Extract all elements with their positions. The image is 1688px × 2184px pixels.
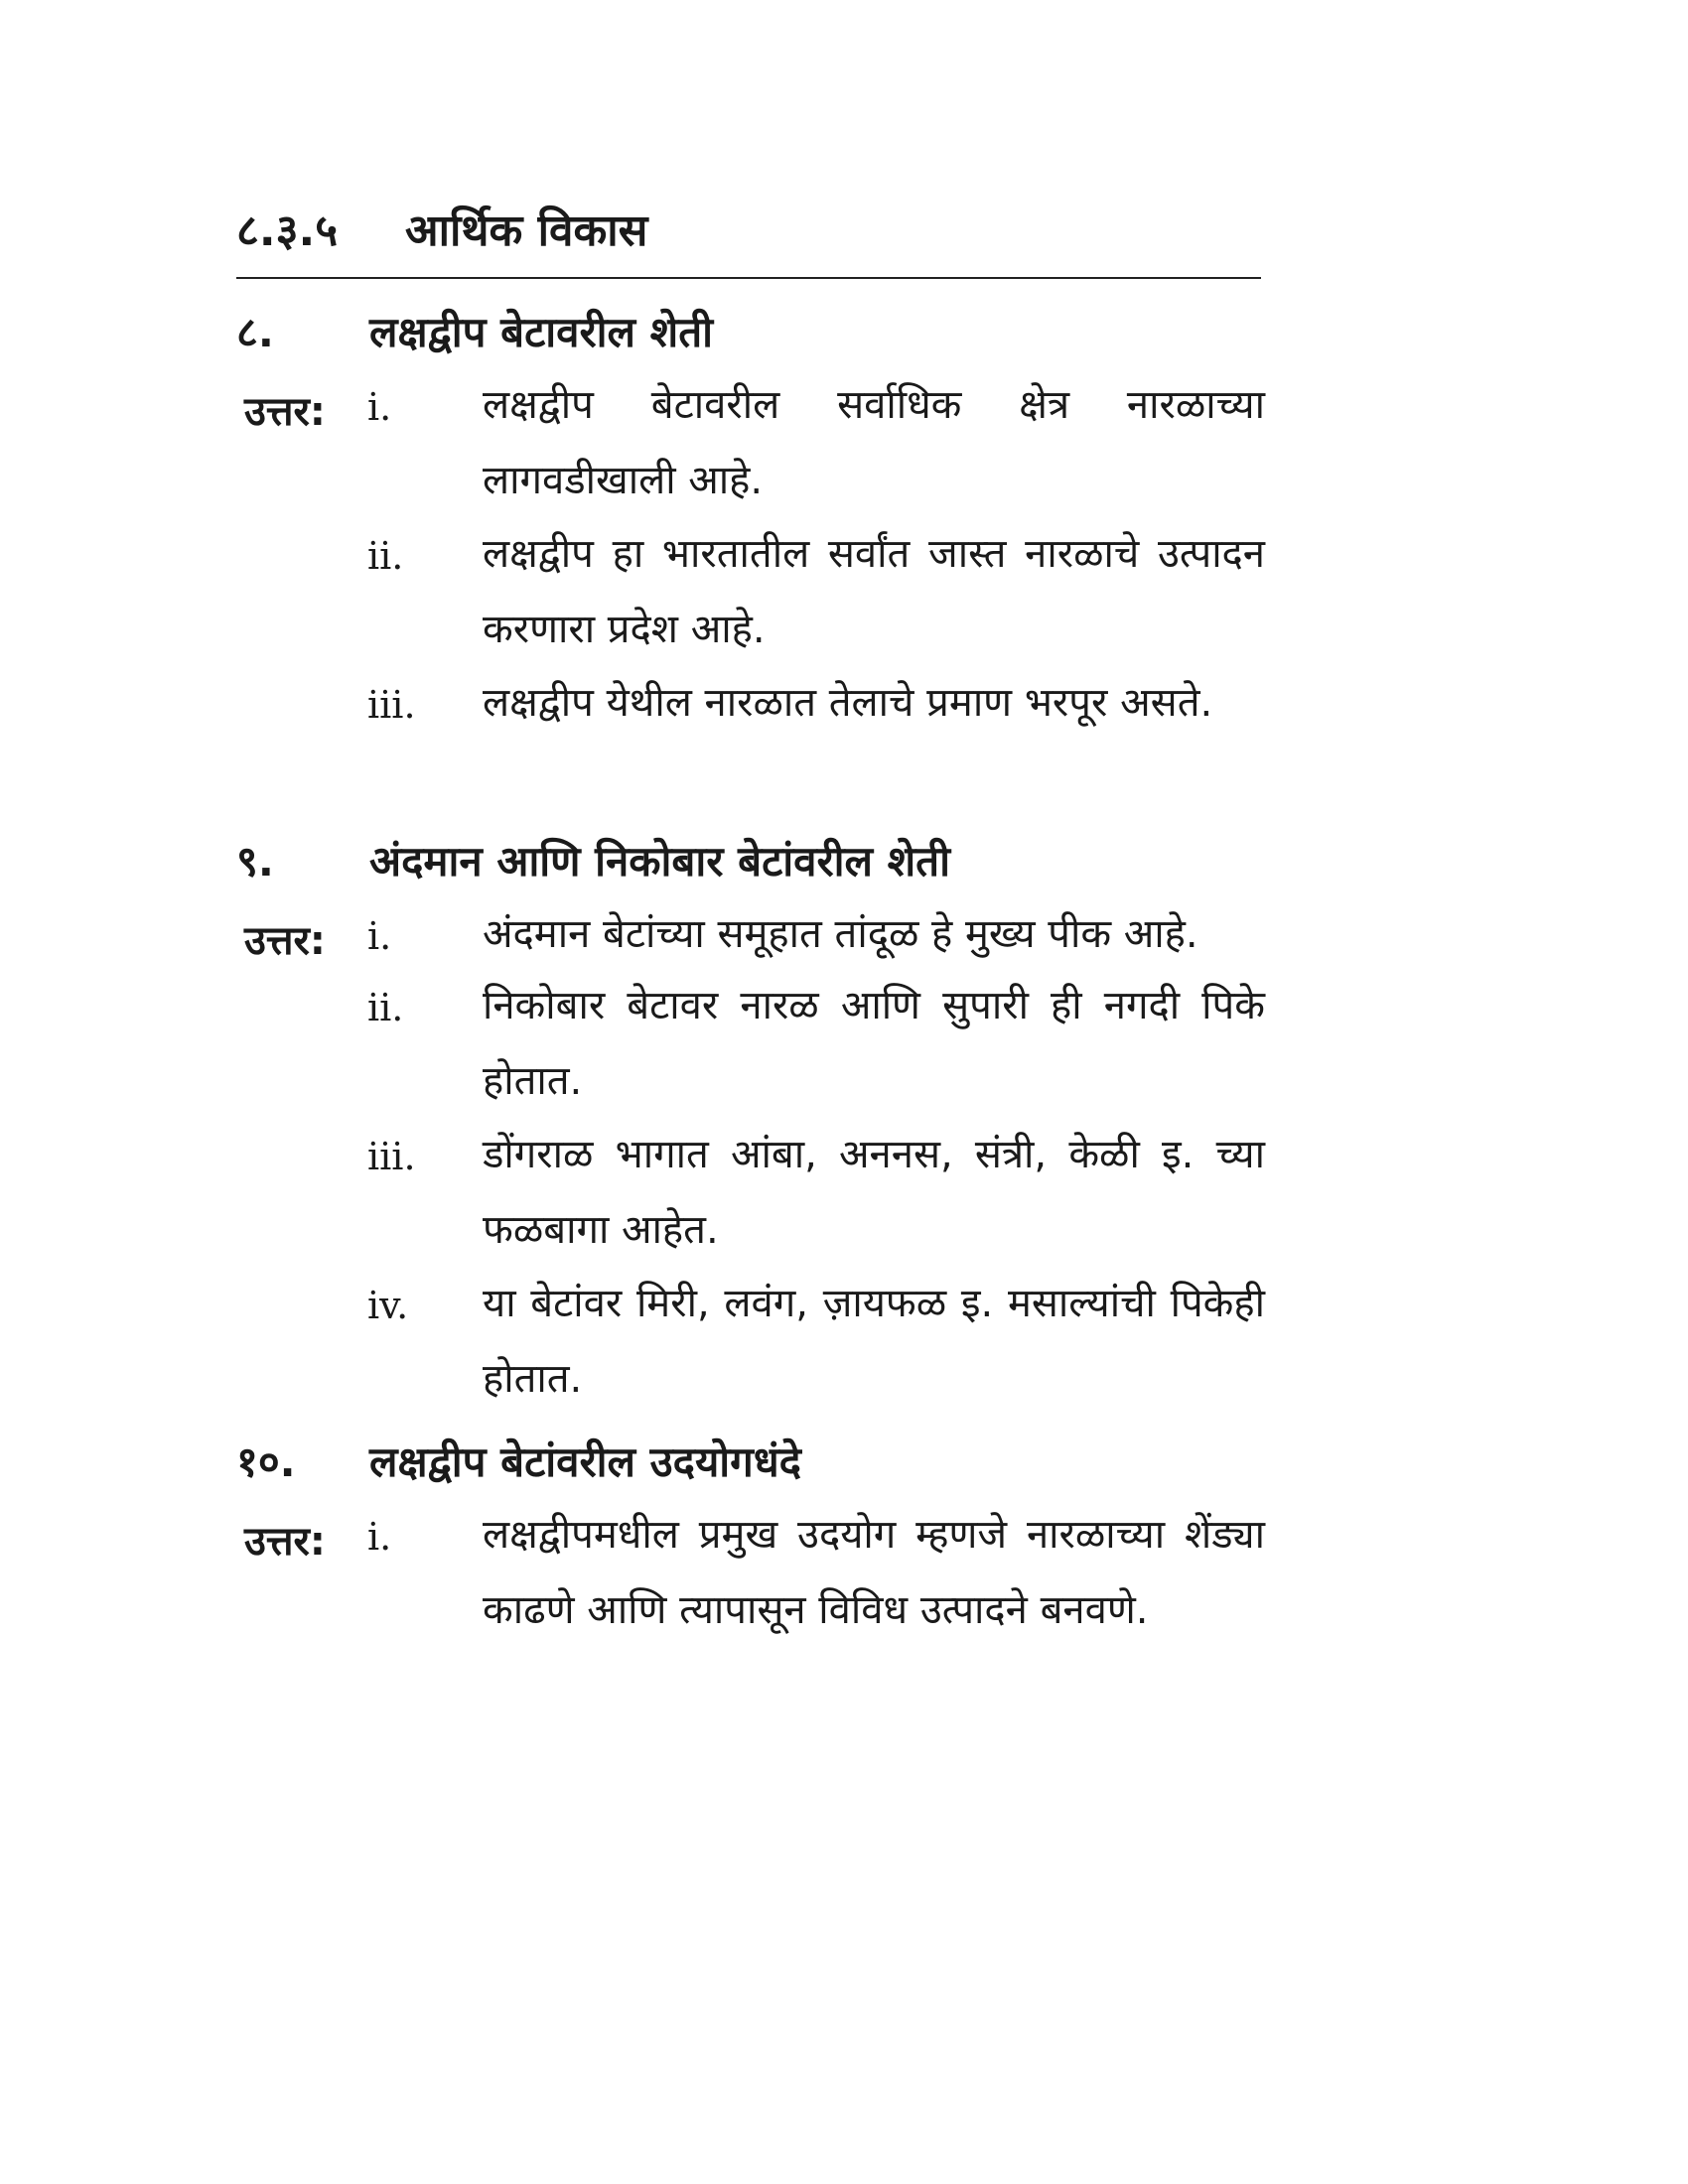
answer-item: लक्षद्वीप बेटावरील सर्वाधिक क्षेत्र नारळाच्या लागवडीखाली आहे. xyxy=(483,382,1265,503)
section-title: आर्थिक विकास xyxy=(405,205,648,256)
item-numeral: i. xyxy=(367,1515,392,1559)
answer-item: लक्षद्वीप हा भारतातील सर्वांत जास्त नारळाचे उत्पादन करणारा प्रदेश आहे. xyxy=(483,531,1265,652)
question-title: लक्षद्वीप बेटावरील शेती xyxy=(369,308,714,356)
answer-item: या बेटांवर मिरी, लवंग, ज़ायफळ इ. मसाल्यांची पिकेही होतात. xyxy=(483,1281,1265,1402)
question-title: अंदमान आणि निकोबार बेटांवरील शेती xyxy=(369,837,951,886)
section-heading xyxy=(236,199,647,258)
question-number: ८. xyxy=(236,308,274,356)
heading-underline xyxy=(236,277,1261,279)
item-numeral: ii. xyxy=(367,986,404,1029)
answer-item: निकोबार बेटावर नारळ आणि सुपारी ही नगदी पिके होतात. xyxy=(483,983,1265,1104)
item-numeral: i. xyxy=(367,914,392,958)
answer-item: अंदमान बेटांच्या समूहात तांदूळ हे मुख्य पीक आहे. xyxy=(483,911,1198,957)
answer-label: उत्तर: xyxy=(244,389,326,435)
question-number: १०. xyxy=(236,1437,296,1486)
item-numeral: i. xyxy=(367,385,392,429)
question-number: ९. xyxy=(236,837,274,886)
answer-label: उत्तर: xyxy=(244,918,326,964)
answer-item: लक्षद्वीप येथील नारळात तेलाचे प्रमाण भरपूर असते. xyxy=(483,680,1213,726)
item-numeral: ii. xyxy=(367,534,404,578)
item-numeral: iv. xyxy=(367,1284,409,1327)
question-title: लक्षद्वीप बेटांवरील उदयोगधंदे xyxy=(369,1437,801,1486)
item-numeral: iii. xyxy=(367,683,416,727)
answer-item: लक्षद्वीपमधील प्रमुख उदयोग म्हणजे नारळाच्या शेंड्या काढणे आणि त्यापासून विविध उत्पादने बनवणे. xyxy=(483,1512,1265,1633)
item-numeral: iii. xyxy=(367,1135,416,1178)
answer-label: उत्तर: xyxy=(244,1519,326,1565)
section-number: ८.३.५ xyxy=(236,205,339,256)
answer-item: डोंगराळ भागात आंबा, अननस, संत्री, केळी इ. च्या फळबागा आहेत. xyxy=(483,1132,1265,1253)
